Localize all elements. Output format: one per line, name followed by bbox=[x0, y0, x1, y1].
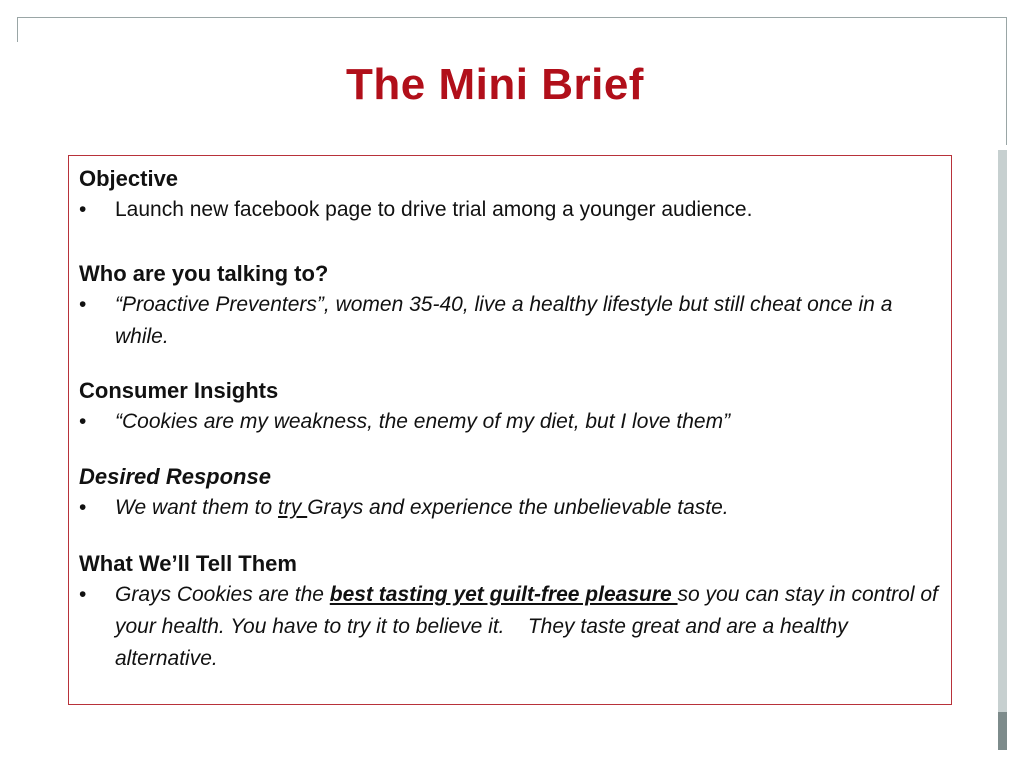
section-desired-response bbox=[79, 462, 939, 524]
bullet-text-after: so you can stay in control of your health. You have to try it to believe it. They taste great and are a healthy alternative. bbox=[115, 583, 944, 670]
bullet-glyph: • bbox=[79, 583, 87, 606]
section-consumer-insights bbox=[79, 376, 939, 438]
bullet-item bbox=[79, 406, 939, 438]
section-heading: Desired Response bbox=[79, 464, 271, 489]
bullet-item bbox=[79, 194, 939, 226]
section-what-well-tell-them bbox=[79, 549, 944, 675]
section-heading: What We’ll Tell Them bbox=[79, 551, 297, 576]
frame-right-line bbox=[1006, 17, 1007, 145]
brief-box bbox=[68, 155, 952, 705]
bullet-item bbox=[79, 579, 944, 675]
section-heading: Consumer Insights bbox=[79, 378, 279, 403]
bullet-text: “Cookies are my weakness, the enemy of my diet, but I love them” bbox=[115, 410, 731, 433]
bullet-item bbox=[79, 492, 939, 524]
bullet-text-emphasis: best tasting yet guilt-free pleasure bbox=[329, 583, 678, 606]
section-audience bbox=[79, 259, 939, 353]
bullet-text: “Proactive Preventers”, women 35-40, live a healthy lifestyle but still cheat once in a while. bbox=[115, 293, 893, 348]
bullet-text-before: Grays Cookies are the bbox=[115, 583, 330, 606]
bullet-item bbox=[79, 289, 939, 353]
bullet-text-before: We want them to bbox=[115, 496, 279, 519]
frame-top-line bbox=[17, 17, 1007, 18]
bullet-glyph: • bbox=[79, 496, 87, 519]
section-objective bbox=[79, 164, 939, 226]
frame-right-bar-dark bbox=[998, 712, 1007, 750]
bullet-text: Launch new facebook page to drive trial among a younger audience. bbox=[115, 198, 753, 221]
bullet-glyph: • bbox=[79, 410, 87, 433]
section-heading: Objective bbox=[79, 166, 179, 191]
page-title: The Mini Brief bbox=[346, 60, 644, 109]
bullet-text-after: Grays and experience the unbelievable taste. bbox=[307, 496, 729, 519]
bullet-glyph: • bbox=[79, 198, 87, 221]
frame-right-bar bbox=[998, 150, 1007, 750]
frame-left-tick bbox=[17, 17, 18, 42]
bullet-glyph: • bbox=[79, 293, 87, 316]
bullet-text-underlined: try bbox=[278, 496, 308, 519]
section-heading: Who are you talking to? bbox=[79, 261, 329, 286]
